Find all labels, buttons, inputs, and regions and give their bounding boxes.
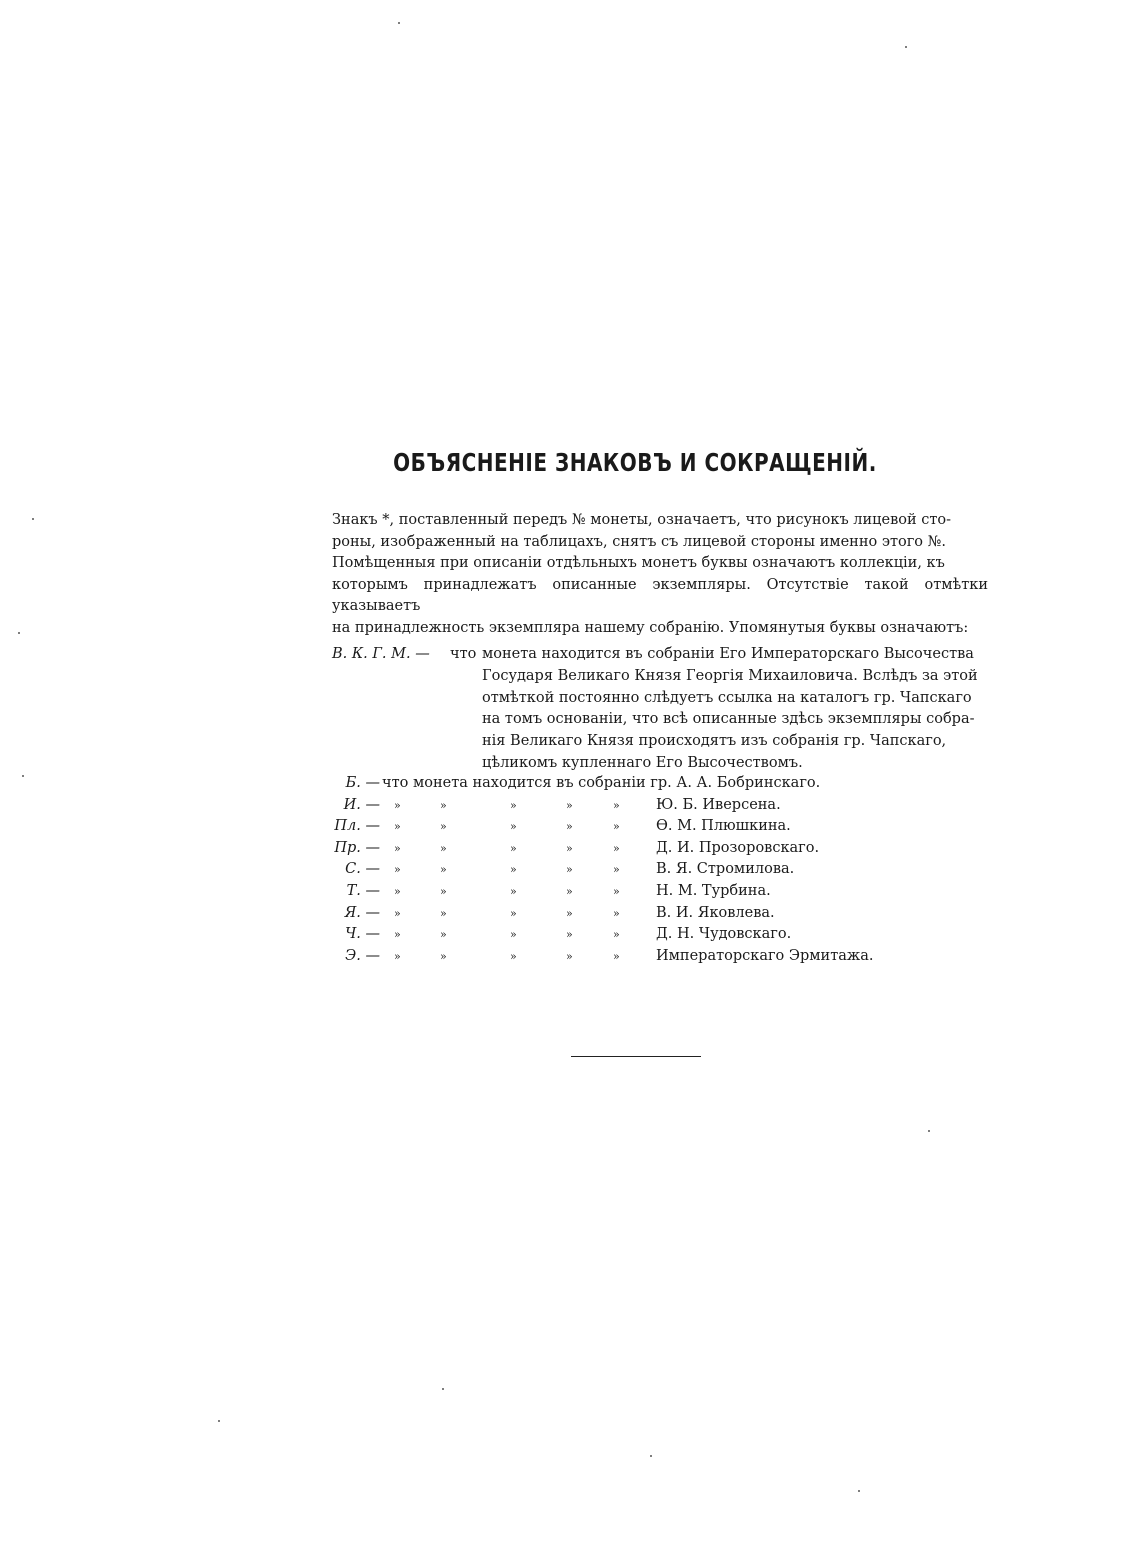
vkgm-entry [332, 644, 988, 775]
ditto-mark: » [566, 798, 573, 812]
vkgm-line: цѣликомъ купленнаго Его Высочествомъ. [482, 754, 803, 771]
ditto-mark: » [566, 863, 573, 877]
collection-owner: Д. Н. Чудовскаго. [656, 926, 792, 943]
intro-line: на принадлежность экземпляра нашему собранію. Упомянутыя буквы означаютъ: [332, 619, 969, 636]
ditto-mark: » [613, 798, 620, 812]
list-item [0, 840, 1140, 861]
collection-abbreviation: Ч. — [345, 926, 380, 943]
collection-owner: Императорскаго Эрмитажа. [656, 947, 874, 964]
ditto-mark: » [394, 885, 401, 898]
vkgm-line: отмѣткой постоянно слѣдуетъ ссылка на каталогъ гр. Чапскаго [482, 689, 972, 706]
ditto-mark: » [566, 820, 573, 834]
vkgm-line: на томъ основаніи, что всѣ описанные здѣсь экземпляры собра- [482, 711, 975, 728]
ditto-mark: » [394, 820, 401, 834]
ditto-mark: » [510, 841, 517, 855]
list-item [0, 883, 1140, 904]
vkgm-description [482, 644, 988, 775]
collection-owner: Ю. Б. Иверсена. [656, 796, 781, 813]
ditto-mark: » [613, 949, 620, 963]
collection-abbreviation: Я. — [344, 904, 380, 921]
ditto-mark: » [440, 798, 447, 812]
scan-speck [218, 1420, 220, 1422]
collection-abbreviation: Т. — [346, 883, 380, 899]
ditto-mark: » [510, 949, 517, 963]
ditto-mark: » [566, 841, 573, 855]
ditto-mark: » [394, 841, 401, 855]
collection-text: что монета находится въ собраніи гр. А. А. Бобринскаго. [382, 775, 821, 791]
collection-abbreviation: Э. — [345, 947, 380, 964]
ditto-mark: » [510, 906, 517, 920]
vkgm-line: Государя Великаго Князя Георгія Михаиловича. Вслѣдъ за этой [482, 667, 978, 684]
ditto-mark: » [510, 798, 517, 812]
vkgm-line: монета находится въ собраніи Его Императорскаго Высочества [482, 646, 974, 662]
ditto-mark: » [566, 928, 573, 942]
list-item [0, 948, 1140, 969]
scan-speck [905, 46, 907, 48]
ditto-mark: » [566, 906, 573, 920]
ditto-mark: » [394, 798, 401, 812]
ditto-mark: » [440, 885, 447, 898]
list-item [0, 818, 1140, 839]
scan-speck [18, 632, 20, 634]
intro-line: которымъ принадлежатъ описанные экземпляры. Отсутствіе такой отмѣтки указываетъ [332, 576, 988, 614]
collection-abbreviation: Б. — [345, 775, 380, 791]
ditto-mark: » [613, 928, 620, 942]
intro-text [332, 510, 988, 639]
list-item [0, 926, 1140, 947]
collection-abbreviation: Пр. — [334, 839, 380, 856]
ditto-mark: » [613, 841, 620, 855]
intro-line: Знакъ *, поставленный передъ № монеты, означаетъ, что рисунокъ лицевой сто- [332, 512, 952, 528]
collection-owner: Д. И. Прозоровскаго. [656, 839, 820, 856]
ditto-mark: » [440, 928, 447, 942]
list-item [0, 905, 1140, 926]
ditto-mark: » [510, 820, 517, 834]
ditto-mark: » [394, 906, 401, 920]
collection-owner: Н. М. Турбина. [656, 883, 771, 899]
collection-abbreviation: С. — [345, 861, 380, 878]
ditto-mark: » [613, 906, 620, 920]
collection-owner: Ѳ. М. Плюшкина. [656, 818, 791, 835]
ditto-mark: » [613, 885, 620, 898]
ditto-mark: » [394, 863, 401, 877]
intro-line: роны, изображенный на таблицахъ, снятъ съ лицевой стороны именно этого №. [332, 533, 946, 550]
collection-abbreviation: И. — [343, 796, 380, 813]
intro-line: Помѣщенныя при описаніи отдѣльныхъ монетъ буквы означаютъ коллекціи, къ [332, 555, 945, 571]
scan-speck [32, 518, 34, 520]
ditto-mark: » [566, 885, 573, 898]
page-title: ОБЪЯСНЕНІЕ ЗНАКОВЪ И СОКРАЩЕНІЙ. [393, 447, 877, 477]
scan-speck [858, 1490, 860, 1492]
ditto-mark: » [510, 928, 517, 942]
ditto-mark: » [394, 949, 401, 963]
ditto-mark: » [510, 885, 517, 898]
list-item [0, 775, 1140, 796]
scan-speck [398, 22, 400, 24]
collection-owner: В. И. Яковлева. [656, 904, 775, 921]
ditto-mark: » [613, 820, 620, 834]
scan-speck [650, 1455, 652, 1457]
ditto-mark: » [440, 949, 447, 963]
ditto-mark: » [394, 928, 401, 942]
vkgm-lead-word: что [450, 646, 477, 662]
scan-speck [22, 775, 24, 777]
collection-owner: В. Я. Стромилова. [656, 861, 795, 878]
ditto-mark: » [440, 906, 447, 920]
ditto-mark: » [566, 949, 573, 963]
ditto-mark: » [510, 863, 517, 877]
ditto-mark: » [440, 841, 447, 855]
collection-abbreviation: Пл. — [334, 818, 380, 835]
list-item [0, 861, 1140, 882]
ditto-mark: » [613, 863, 620, 877]
vkgm-line: нія Великаго Князя происходятъ изъ собранія гр. Чапскаго, [482, 733, 947, 750]
scan-speck [442, 1388, 444, 1390]
scan-speck [928, 1130, 930, 1132]
ditto-mark: » [440, 820, 447, 834]
list-item [0, 797, 1140, 818]
ditto-mark: » [440, 863, 447, 877]
section-divider [571, 1056, 701, 1057]
vkgm-abbreviation: В. К. Г. М. — [332, 646, 430, 662]
